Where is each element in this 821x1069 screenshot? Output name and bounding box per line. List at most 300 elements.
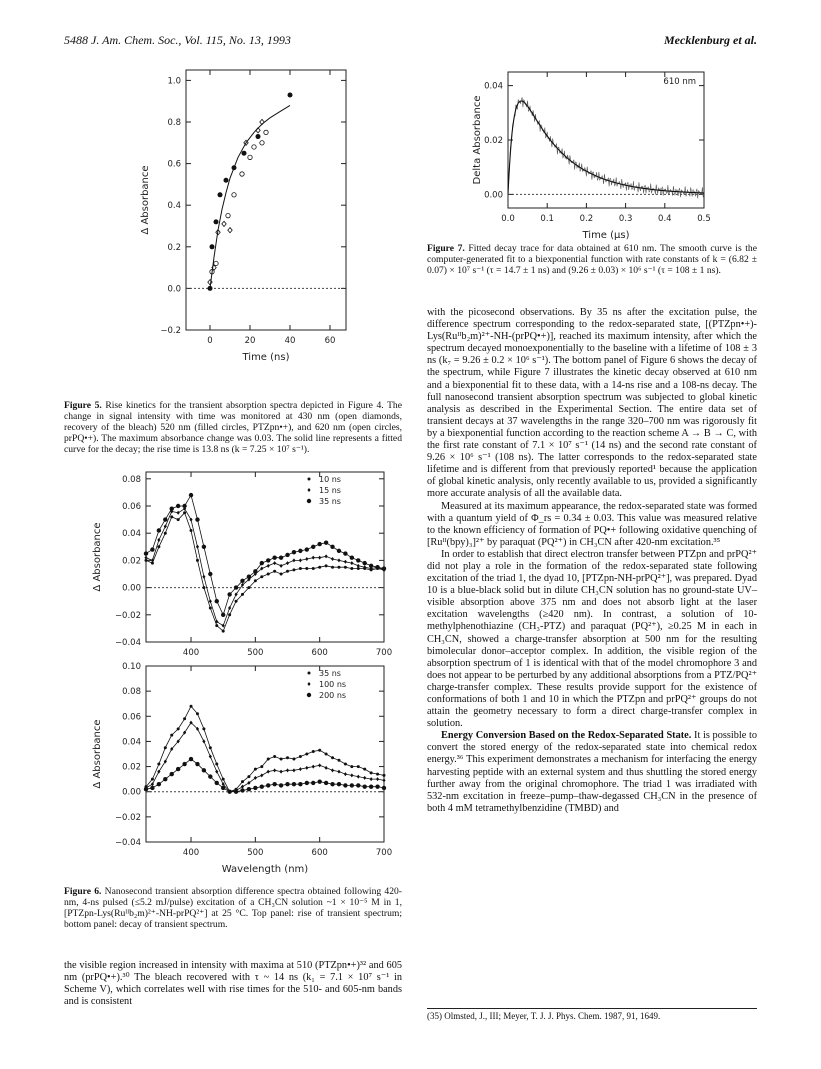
y-tick-label: 0.2 [167,242,181,253]
y-axis-label: Δ Absorbance [140,165,151,235]
data-point [292,568,295,571]
x-tick-label: 20 [244,336,256,346]
fit-curve [210,105,290,288]
data-point [267,758,270,761]
data-point [350,567,353,570]
data-point [286,756,289,759]
figure-6-label: Figure 6. [64,886,102,897]
running-header-right: Mecklenburg et al. [664,33,757,47]
data-point [170,515,173,518]
y-tick-label: 0.04 [122,737,141,748]
data-point [224,178,229,183]
body-paragraph-4 [427,730,757,815]
data-point [286,561,289,565]
fit-curve [508,101,704,194]
data-point [260,765,263,768]
x-tick-label: 0.2 [579,214,594,224]
data-point [317,779,321,783]
data-point [279,783,283,787]
data-point [312,556,315,560]
x-tick-label: 400 [182,648,200,658]
x-tick-label: 600 [311,648,328,658]
data-point [232,193,236,197]
data-point [183,511,186,514]
data-point [344,560,347,564]
data-point [370,777,373,781]
data-point [210,244,215,249]
data-point [292,758,295,761]
data-point [280,573,283,576]
data-point [202,545,206,549]
data-point [202,768,206,772]
data-point [325,766,328,770]
data-point [312,567,315,570]
data-point [337,770,340,774]
data-point [163,777,167,781]
data-point [357,564,360,568]
data-point [247,781,250,785]
data-point [344,566,347,569]
data-point [307,488,310,492]
data-point [234,585,238,589]
data-point [164,532,167,535]
data-point [247,575,251,579]
data-point [305,753,308,756]
data-point [285,553,289,557]
data-point [144,551,148,555]
data-point [305,567,308,570]
data-point [254,579,257,582]
y-tick-label: −0.02 [114,610,141,621]
data-point [144,787,148,791]
data-point [299,567,302,570]
x-tick-label: 60 [324,336,336,346]
y-tick-label: 0.8 [167,118,181,128]
data-point [350,555,354,559]
data-point [227,790,231,794]
data-point [292,550,296,554]
data-point [189,757,193,761]
data-point [170,734,173,737]
data-point [234,790,238,794]
y-axis-label: Δ Absorbance [92,522,103,592]
data-point [177,727,180,730]
data-point [337,759,340,762]
y-tick-label: 0.04 [484,81,503,92]
y-tick-label: 0.00 [122,583,141,594]
x-tick-label: 0.0 [501,214,515,224]
series-line [146,706,384,792]
y-tick-label: 0.00 [484,190,503,201]
x-tick-label: 0.5 [697,214,711,224]
x-axis-label: Time (μs) [582,230,630,241]
plot-frame [186,70,346,330]
x-tick-label: 0 [207,336,213,346]
data-point [312,750,315,753]
data-point [190,705,193,708]
data-point [376,777,379,781]
data-point [331,756,334,759]
data-point [357,765,360,768]
data-point [311,545,315,549]
data-point [382,566,386,570]
data-point [253,569,257,573]
x-axis-label: Wavelength (nm) [221,864,309,875]
y-tick-label: 0.02 [484,136,503,146]
raw-decay-trace [508,97,704,198]
data-point [286,570,289,573]
data-point [209,607,212,610]
data-point [215,781,219,785]
x-tick-label: 400 [182,848,200,858]
series-line [146,759,384,792]
data-point [241,785,244,789]
footnote: (35) Olmsted, J., III; Meyer, T. J. J. Phys. Chem. 1987, 91, 1649. [427,1008,757,1021]
data-point [208,572,212,576]
data-point [196,712,199,715]
data-point [176,504,180,508]
data-point [299,755,302,758]
data-point [318,763,321,767]
data-point [272,555,276,559]
data-point [307,499,311,503]
data-point [247,787,251,791]
data-point [292,782,296,786]
data-point [331,768,334,772]
data-point [260,784,264,788]
y-tick-label: 0.4 [167,201,181,212]
body-paragraph-4-text: It is possible to convert the stored energy of the redox-separated state into chemical redox energy.³⁶ This experiment demonstrates a mechanism for interfacing the energy harvesting peptide with an external system and thus shuttling the stored energy further away from the original chromophore. The triad 1 was irradiated with 532-nm excitation in freeze–pump–thaw-degassed CH₃CN in the presence of both 4 mM tetramethylbenzidine (TMBD) and [427,730,757,814]
figure-6-bottom-plot [84,658,394,880]
data-point [247,586,250,589]
data-point [221,613,225,617]
data-point [292,768,295,772]
data-point [337,782,341,786]
data-point [273,570,276,573]
y-tick-label: 0.04 [122,529,141,540]
data-point [248,155,252,159]
data-point [324,541,328,545]
y-tick-label: 0.02 [122,762,141,773]
data-point [264,130,268,134]
data-point [375,784,379,788]
data-point [307,693,311,697]
data-point [202,727,205,730]
legend-label: 35 ns [319,497,341,506]
data-point [150,786,154,790]
data-point [266,558,270,562]
y-tick-label: 0.06 [122,502,141,512]
data-point [252,145,256,149]
data-point [272,782,276,786]
data-point [318,556,321,560]
data-point [286,768,289,772]
data-point [183,717,186,720]
body-paragraph-3: In order to establish that direct electron transfer between PTZpn and prPQ²⁺ did not play a role in the formation of the redox-separated state following excitation of the triad 1, the dyad 10, [PTZpn-NH-prPQ²⁺], was prepared. Dyad 10 is a blue-black solid but in dilute CH₃CN solution has no ground-state UV–visible absorption above 375 nm and does not absorb light at the laser excitation wavelengths (≥420 nm). In contrast, a solution of 10-methylphenothiazine (CH₃-PTZ) and paraquat (PQ²⁺), ≥0.25 M in each in CH₃CN, showed a charge-transfer absorption at 500 nm for the resulting bimolecular donor–acceptor complex. In addition, the visible region of the absorption spectrum of 1 is identical with that of the model chromophore 3 and does not appear to be perturbed by any additional absorptions from a PTZ/PQ²⁺ charge-transfer complex. These results provide support for the existence of conformations of both 1 and 10 in which the PTZpn and prPQ²⁺ groups do not attain the geometry necessary to form a direct charge-transfer complex in solution. [427,548,757,730]
x-axis-label: Time (ns) [242,352,290,363]
data-point [280,758,283,761]
y-tick-label: 0.00 [122,787,141,798]
data-point [170,507,174,511]
data-point [350,783,354,787]
data-point [356,558,360,562]
legend-label: 10 ns [319,475,341,484]
data-point [363,768,366,771]
data-point [177,518,180,521]
data-point [350,773,353,777]
data-point [273,768,276,772]
data-point [308,478,311,481]
data-point [325,554,328,558]
data-point [337,549,341,553]
x-tick-label: 40 [284,336,296,346]
data-point [242,151,247,156]
x-tick-label: 500 [247,848,264,858]
data-point [214,219,219,224]
data-point [228,606,231,610]
data-point [221,786,225,790]
series-line [146,495,384,615]
y-tick-label: 0.08 [122,687,141,698]
series-line [146,723,384,792]
data-point [227,592,231,596]
data-point [241,780,244,783]
y-tick-label: −0.2 [160,326,181,336]
data-point [164,746,167,749]
data-point [196,559,199,562]
data-point [157,528,161,532]
data-point [267,770,270,774]
data-point [157,782,161,786]
data-point [285,782,289,786]
figure-5-label: Figure 5. [64,400,102,411]
data-point [182,504,186,508]
data-point [195,762,199,766]
figure-7-plot [470,66,740,242]
data-point [357,775,360,779]
data-point [226,213,230,217]
plot-frame [146,472,384,642]
figure-6-caption-text: Nanosecond transient absorption difference spectra obtained following 420-nm, 4-ns pulsed (≤5.2 mJ/pulse) excitation of a CH₃CN solution ~1 × 10⁻⁵ M in 1, [PTZpn-Lys(Ruᴵᴵb₂m)²⁺-NH-prPQ²⁺] at 25 °C. Top panel: rise of transient spectrum; bottom panel: decay of transient spectrum. [64,886,402,931]
data-point [330,545,334,549]
series-line [146,509,384,626]
data-point [369,784,373,788]
data-point [318,566,321,569]
data-point [247,775,250,778]
data-point [222,630,225,633]
data-point [344,772,347,776]
x-tick-label: 700 [375,848,393,858]
data-point [350,561,353,565]
data-point [150,547,154,551]
y-tick-label: 0.0 [167,284,181,295]
data-point [343,783,347,787]
data-point [370,771,373,774]
data-point [240,788,244,792]
figure-5-plot [120,60,360,400]
data-point [209,746,212,749]
data-point [375,565,379,569]
data-point [305,547,309,551]
data-point [209,599,212,603]
x-tick-label: 500 [247,648,264,658]
figure-7-caption [427,243,757,276]
data-point [240,579,244,583]
legend-label: 200 ns [319,691,347,700]
data-point [215,599,219,603]
data-point [144,556,147,560]
data-point [279,770,282,774]
data-point [202,575,205,579]
y-tick-label: 0.06 [122,712,141,723]
data-point [311,781,315,785]
data-point [196,545,199,549]
data-point [363,784,367,788]
figure-6-top-plot [84,466,394,658]
data-point [182,762,186,766]
data-point [317,542,321,546]
data-point [331,566,334,569]
running-header-left: 5488 J. Am. Chem. Soc., Vol. 115, No. 13, 1993 [64,33,291,47]
data-point [164,524,167,528]
data-point [218,192,223,197]
data-point [228,228,232,233]
data-point [382,778,385,782]
data-point [279,564,282,568]
y-axis-label: Δ Absorbance [92,719,103,789]
data-point [312,765,315,769]
data-point [260,141,264,145]
data-point [330,782,334,786]
wavelength-annotation: 610 nm [663,77,696,87]
figure-7-caption-text: Fitted decay trace for data obtained at 610 nm. The smooth curve is the computer-generated fit to a biexponential function with rate constants of k = (6.82 ± 0.07) × 10⁷ s⁻¹ (τ = 14.7 ± 1 ns) and (9.26 ± 0.03) × 10⁶ s⁻¹ (τ = 108 ± 1 ns). [427,243,757,277]
data-point [305,766,308,770]
data-point [299,767,302,771]
legend-label: 100 ns [319,680,347,689]
data-point [376,773,379,776]
data-point [222,624,225,628]
data-point [273,755,276,758]
data-point [256,134,261,139]
data-point [318,749,321,752]
data-point [325,564,328,567]
data-point [151,778,154,781]
data-point [343,551,347,555]
data-point [202,586,205,589]
legend-label: 15 ns [319,486,341,495]
data-point [337,558,340,562]
plot-frame [508,72,704,208]
x-tick-label: 0.4 [658,214,672,224]
data-point [266,783,270,787]
data-point [151,558,154,562]
x-tick-label: 700 [375,648,393,658]
data-point [254,768,257,771]
data-point [267,573,270,576]
y-tick-label: −0.04 [114,638,141,648]
figure-6-caption [64,886,402,930]
y-tick-label: −0.02 [114,812,141,823]
data-point [157,545,160,548]
data-point [195,517,199,521]
data-point [241,593,244,596]
series-line [146,513,384,631]
y-tick-label: 0.08 [122,474,141,485]
data-point [382,786,386,790]
figure-5-caption-text: Rise kinetics for the transient absorption spectra depicted in Figure 4. The change in signal intensity with time was monitored at 430 nm (open diamonds, recovery of the bleach) 520 nm (filled circles, PTZpn•+), and 620 nm (open circles, prPQ•+). The maximum absorbance change was 0.03. The solid line represents a fitted curve for the decay; the rise time is 13.8 ns (k = 7.25 × 10⁷ s⁻¹). [64,400,402,456]
body-paragraph-2: Measured at its maximum appearance, the redox-separated state was formed with a quantum yield of Φ_rs = 0.34 ± 0.03. This value was measured relative to the known efficiency of formation of PQ•+ following oxidative quenching of [Ruᴵᴵ(bpy)₃]²⁺ by paraquat (PQ²⁺) in CH₃CN after 420-nm excitation.³⁵ [427,500,757,548]
data-point [308,672,311,675]
y-axis-label: Delta Absorbance [472,95,483,185]
data-point [325,753,328,756]
data-point [356,783,360,787]
data-point [350,765,353,768]
data-point [369,564,373,568]
x-tick-label: 0.3 [618,214,633,224]
data-point [331,557,334,561]
x-tick-label: 600 [311,848,328,858]
plot-frame [146,666,384,842]
x-tick-label: 0.1 [540,214,554,224]
data-point [324,781,328,785]
data-point [363,561,367,565]
data-point [260,575,263,578]
section-heading: Energy Conversion Based on the Redox-Separated State. [441,730,692,742]
y-tick-label: −0.04 [114,838,141,848]
data-point [222,221,226,226]
data-point [260,773,263,777]
data-point [208,774,212,778]
data-point [383,774,386,777]
data-point [189,493,193,497]
data-point [215,624,218,627]
data-point [298,549,302,553]
data-point [208,280,212,285]
data-point [363,776,366,780]
data-point [292,558,295,562]
data-point [240,172,244,176]
data-point [215,763,218,766]
data-point [235,600,238,603]
y-tick-label: 0.10 [122,662,141,672]
data-point [176,767,180,771]
data-point [157,763,160,766]
figure-7-label: Figure 7. [427,243,465,254]
data-point [298,782,302,786]
data-point [307,682,310,686]
data-point [273,561,276,565]
data-point [260,561,264,565]
data-point [299,558,302,562]
left-column-tail-text [64,960,402,1008]
y-tick-label: 0.6 [167,159,181,170]
data-point [163,517,167,521]
data-point [190,529,193,532]
data-point [337,566,340,569]
data-point [305,781,309,785]
right-column-text [427,307,757,815]
y-tick-label: 1.0 [167,76,181,87]
data-point [267,564,270,568]
data-point [305,557,308,561]
data-point [228,613,231,616]
body-paragraph-1: with the picosecond observations. By 35 ns after the excitation pulse, the difference spectrum corresponding to the redox-separated state, [(PTZpn•+)-Lys(Ruᴵᴵb₂m)²⁺-NH-(prPQ•+)], reached its maximum intensity, after which the spectrum decayed monoexponentially to the baseline with a lifetime of 108 ± 3 ns (k₇ = 9.26 ± 0.2 × 10⁶ s⁻¹). The bottom panel of Figure 6 shows the decay of the spectrum, while Figure 7 illustrates the kinetic decay observed at 610 nm and a biexponential fit to these data, with a 14-ns rise and a 108-ns decay. The full nanosecond transient absorption spectrum was subjected to global kinetic analysis as described in the Experimental Section. The entire data set of transient decays at 37 wavelengths in the range 320–700 nm was rigorously fit by a biexponential function according to the reaction scheme A → B → C, with the first rate constant of 7.1 × 10⁷ s⁻¹ (14 ns) and the second rate constant of 9.26 × 10⁶ s⁻¹ (108 ns). The latter corresponds to the redox-separated state lifetime and is different from that previously reported¹ because the application of global kinetic analysis, only recently available to us, provided a significantly more accurate analysis of all the available data. [427,307,757,500]
data-point [177,511,180,515]
figure-5-caption [64,400,402,455]
data-point [222,778,225,781]
data-point [209,755,212,759]
data-point [170,772,174,776]
